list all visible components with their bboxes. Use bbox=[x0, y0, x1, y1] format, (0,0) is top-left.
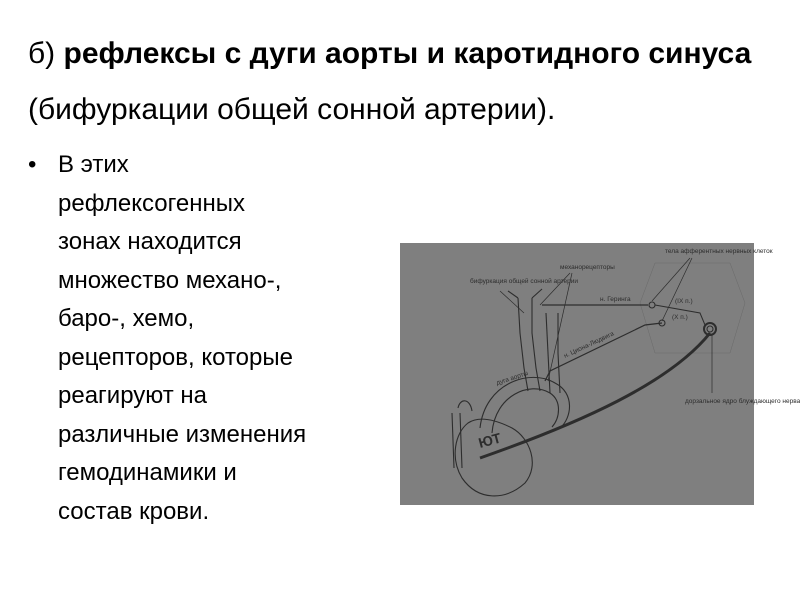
vagus-efferent bbox=[480, 333, 710, 458]
label-mechanoreceptors: механорецепторы bbox=[560, 264, 615, 271]
cyon-nerve-line bbox=[545, 323, 662, 381]
title-suffix: (бифуркации общей сонной артерии). bbox=[28, 93, 556, 126]
vessel-top bbox=[458, 401, 472, 411]
reflex-arc-diagram bbox=[400, 243, 800, 505]
bullet-dot-icon: • bbox=[28, 151, 37, 178]
label-n-x: (X п.) bbox=[672, 314, 688, 321]
label-vagus-nucleus: дорзальное ядро блуждающего нерва bbox=[685, 398, 800, 405]
label-cyon-nerve: н. Циона-Людвига bbox=[562, 330, 616, 360]
title-prefix: б) bbox=[28, 37, 64, 70]
title-bold-part: рефлексы с дуги аорты и каротидного синуса bbox=[63, 37, 752, 70]
label-n-ix: (IX п.) bbox=[675, 298, 693, 305]
label-bifurcation: бифуркация общей сонной артерии bbox=[470, 278, 579, 285]
ganglion-ix bbox=[649, 302, 655, 308]
carotid-branch bbox=[508, 289, 542, 298]
slide-title bbox=[28, 26, 788, 138]
carotid-artery-right-inner bbox=[558, 313, 560, 393]
label-afferent-bodies: тела афферентных нервных клеток bbox=[665, 248, 773, 255]
afferent-pointer-1 bbox=[652, 258, 690, 301]
label-aortic-arch: дуга аорты bbox=[495, 370, 530, 387]
label-hering-nerve: н. Геринга bbox=[600, 296, 631, 303]
afferent-pointer-2 bbox=[662, 258, 692, 321]
mechanoreceptor-pointer-2 bbox=[548, 273, 572, 381]
label-heart: ЮТ bbox=[476, 429, 503, 451]
bullet-text: В этих рефлексогенных зонах находится множество механо-, баро-, хемо, рецепторов, которые реагируют на различные изменения гемодинамики и состав крови. bbox=[58, 151, 307, 525]
brainstem-outline bbox=[640, 263, 745, 353]
aortic-arch-inner bbox=[492, 389, 559, 433]
vagus-nucleus-inner bbox=[707, 326, 713, 332]
